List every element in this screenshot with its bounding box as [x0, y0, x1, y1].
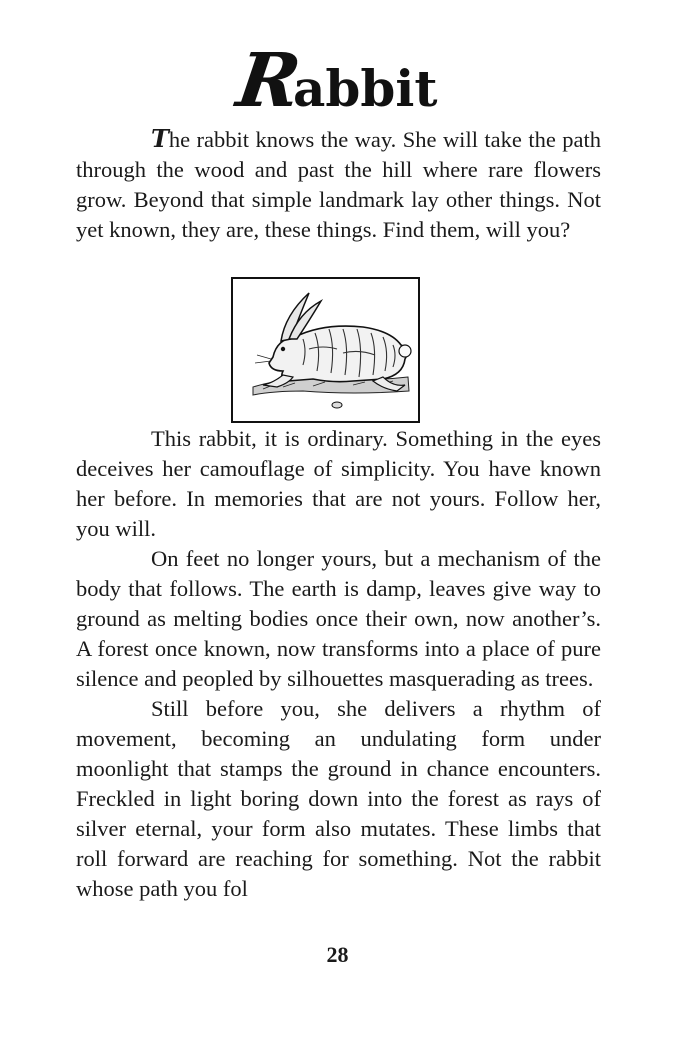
paragraph: Still before you, she delivers a rhythm of movement, becoming an undulating form under moonlight that stamps the ground in chance encounters. Freckled in light boring down into the forest as rays of silver eternal, your form also mutates. These limbs that roll forward are reaching for something. Not the rabbit whose path you fol	[76, 696, 601, 901]
paragraph: On feet no longer yours, but a mechanism of the body that follows. The earth is damp, leaves give way to ground as melting bodies once their own, now another’s. A forest once known, now transforms into a place of pure silence and peopled by silhouettes masquerading as trees.	[76, 546, 601, 691]
opening-text	[76, 124, 601, 245]
chapter-title	[0, 38, 675, 124]
decorative-initial: T	[151, 124, 169, 153]
paragraph-text: he rabbit knows the way. She will take the path through the wood and past the hill where rare flowers grow. Beyond that simple landmark lay other things. Not yet known, they are, these things. Find them, will you?	[76, 127, 601, 242]
title-initial: R	[231, 38, 306, 124]
title-rest: abbit	[293, 59, 438, 118]
rabbit-woodcut-icon	[233, 279, 418, 421]
paragraph	[76, 124, 601, 245]
rabbit-woodcut-illustration	[231, 277, 420, 423]
main-text	[76, 424, 601, 904]
page-number: 28	[326, 942, 349, 967]
paragraph: This rabbit, it is ordinary. Something in the eyes deceives her camouflage of simplicity. You have known her before. In memories that are not yours. Follow her, you will.	[76, 426, 601, 541]
